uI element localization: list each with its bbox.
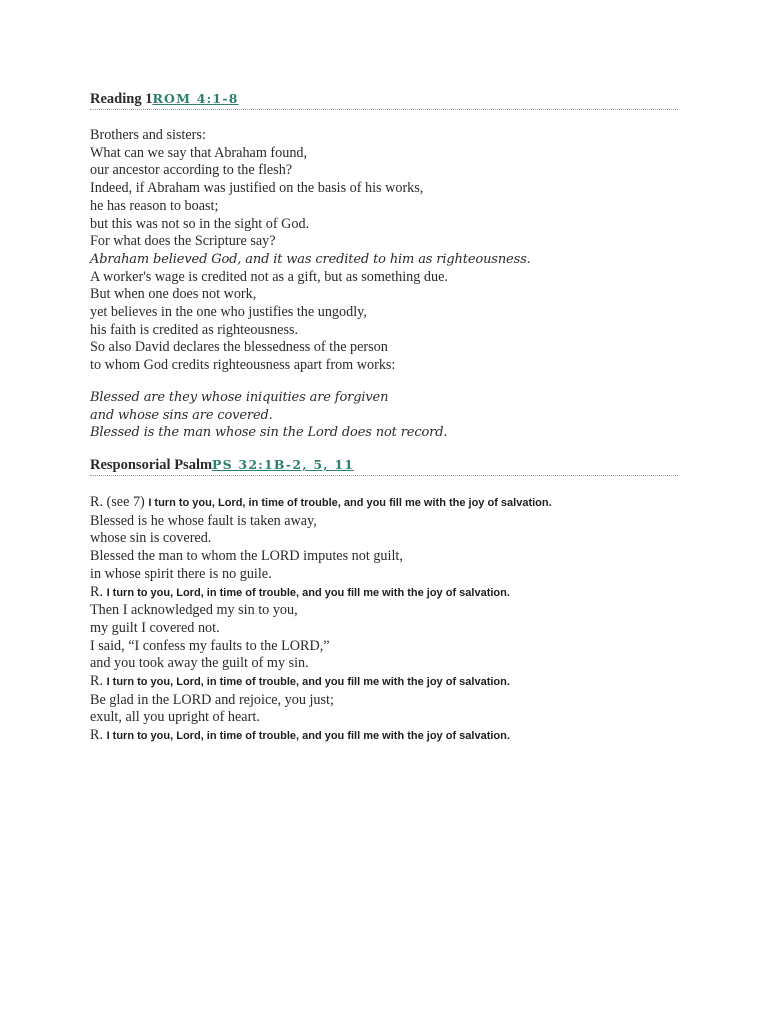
response-text: I turn to you, Lord, in time of trouble, and you fill me with the joy of salvation. — [106, 586, 510, 599]
reading-quote — [90, 389, 680, 442]
reading-line: but this was not so in the sight of God. — [90, 215, 310, 232]
reading-line: For what does the Scripture say? — [90, 233, 276, 250]
response-label: R. (see 7) — [90, 494, 149, 510]
reading-line: A worker's wage is credited not as a gift, but as something due. — [90, 268, 448, 285]
reading-line: yet believes in the one who justifies the ungodly, — [90, 304, 367, 321]
response-label: R. — [90, 673, 107, 690]
psalm-line: my guilt I covered not. — [90, 619, 220, 636]
reading-line-italic: Abraham believed God, and it was credited to him as righteousness. — [90, 251, 531, 267]
psalm-line: I said, “I confess my faults to the LORD,” — [90, 637, 330, 654]
response-text: I turn to you, Lord, in time of trouble, and you fill me with the joy of salvation. — [106, 676, 510, 689]
quote-line: and whose sins are covered. — [90, 407, 273, 423]
reading-line: Brothers and sisters: — [90, 127, 206, 143]
reading-reference-link[interactable]: ROM 4:1-8 — [152, 91, 239, 106]
reading-line: his faith is credited as righteousness. — [90, 321, 299, 338]
psalm-line: Blessed the man to whom the LORD imputes not guilt, — [90, 548, 403, 565]
psalm-reference-link[interactable]: PS 32:1B-2, 5, 11 — [212, 457, 355, 472]
psalm-response — [90, 494, 680, 513]
reading-line: Indeed, if Abraham was justified on the basis of his works, — [90, 180, 424, 197]
reading-line: So also David declares the blessedness of the person — [90, 339, 388, 356]
response-text: I turn to you, Lord, in time of trouble, and you fill me with the joy of salvation. — [106, 730, 510, 743]
psalm-line: exult, all you upright of heart. — [90, 709, 260, 726]
response-text: I turn to you, Lord, in time of trouble, and you fill me with the joy of salvation. — [148, 497, 552, 509]
response-label: R. — [90, 583, 107, 600]
response-label: R. — [90, 727, 107, 744]
psalm-title: Responsorial Psalm — [90, 457, 213, 473]
reading-heading — [90, 90, 678, 110]
psalm-response — [90, 727, 680, 746]
reading-line: But when one does not work, — [90, 286, 257, 303]
psalm-text — [90, 494, 680, 746]
psalm-line: in whose spirit there is no guile. — [90, 565, 272, 582]
psalm-line: whose sin is covered. — [90, 530, 212, 547]
psalm-line: Be glad in the LORD and rejoice, you just; — [90, 691, 334, 708]
quote-line: Blessed is the man whose sin the Lord does not record. — [90, 425, 448, 441]
psalm-response — [90, 584, 680, 603]
psalm-response — [90, 673, 680, 692]
reading-line: to whom God credits righteousness apart from works: — [90, 357, 396, 374]
reading-line: he has reason to boast; — [90, 197, 219, 214]
quote-line: Blessed are they whose iniquities are forgiven — [90, 390, 389, 405]
psalm-line: and you took away the guilt of my sin. — [90, 655, 309, 672]
reading-line: What can we say that Abraham found, — [90, 144, 308, 161]
psalm-heading — [90, 456, 678, 476]
psalm-line: Blessed is he whose fault is taken away, — [90, 512, 317, 529]
reading-text — [90, 127, 680, 375]
reading-line: our ancestor according to the flesh? — [90, 162, 293, 179]
reading-title: Reading 1 — [90, 91, 153, 107]
psalm-line: Then I acknowledged my sin to you, — [90, 602, 298, 619]
